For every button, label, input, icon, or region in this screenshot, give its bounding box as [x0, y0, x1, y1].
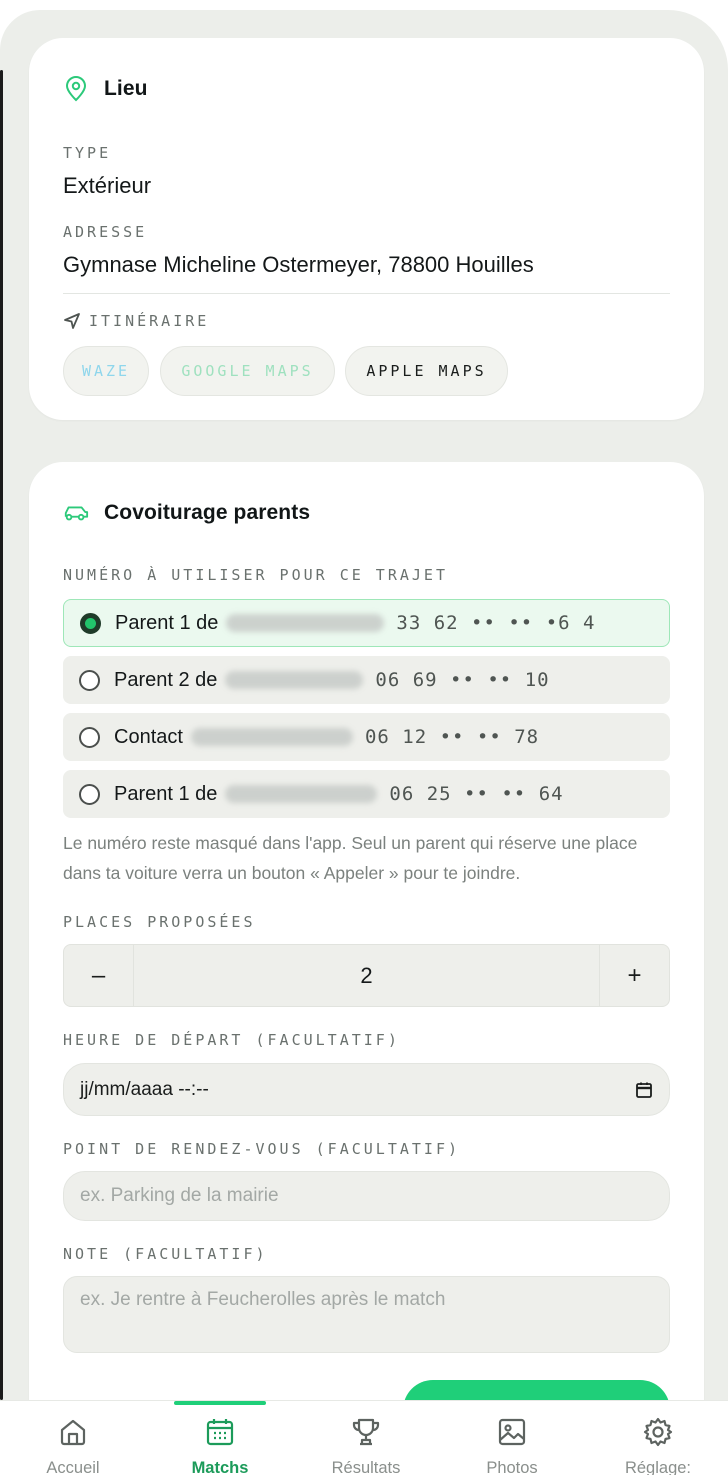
apple-maps-button[interactable]: APPLE MAPS — [345, 346, 508, 396]
lieu-title: Lieu — [104, 77, 148, 100]
contact-option-1[interactable] — [63, 599, 670, 647]
navigation-arrow-icon — [63, 312, 81, 330]
note-label: NOTE (FACULTATIF) — [63, 1245, 268, 1263]
address-value: Gymnase Micheline Ostermeyer, 78800 Houilles — [63, 252, 534, 277]
calendar-icon[interactable] — [635, 1081, 653, 1099]
nav-accueil[interactable] — [13, 1401, 133, 1475]
privacy-help-text: Le numéro reste masqué dans l'app. Seul un parent qui réserve une place dans ta voiture verra un bouton « Appeler » pour te joindre. — [63, 833, 638, 883]
device-edge — [0, 70, 3, 1400]
radio-selected[interactable] — [80, 613, 101, 634]
nav-label: Accueil — [46, 1459, 100, 1475]
lieu-card — [29, 38, 704, 420]
nav-label: Réglage: — [624, 1459, 692, 1475]
lieu-header — [63, 76, 148, 102]
option-prefix: Contact — [114, 725, 183, 748]
radio-unselected[interactable] — [79, 727, 100, 748]
nav-label: Résultats — [331, 1459, 401, 1475]
places-label: PLACES PROPOSÉES — [63, 913, 256, 931]
google-maps-button[interactable]: GOOGLE MAPS — [160, 346, 335, 396]
nav-matchs[interactable] — [160, 1401, 280, 1475]
nav-photos[interactable] — [452, 1401, 572, 1475]
radio-unselected[interactable] — [79, 670, 100, 691]
itinerary-label: ITINÉRAIRE — [89, 312, 210, 330]
nav-label: Photos — [486, 1459, 538, 1475]
type-label: TYPE — [63, 144, 112, 162]
contact-option-2[interactable] — [63, 656, 670, 704]
departure-value: jj/mm/aaaa --:-- — [80, 1078, 209, 1100]
car-icon — [63, 500, 89, 526]
note-placeholder: ex. Je rentre à Feucherolles après le match — [80, 1289, 446, 1310]
option-phone: 06 12 •• •• 78 — [364, 726, 540, 748]
location-pin-icon — [63, 76, 89, 102]
home-icon — [56, 1415, 90, 1449]
option-phone: 06 25 •• •• 64 — [389, 783, 564, 805]
covoiturage-header — [63, 500, 310, 526]
nav-resultats[interactable] — [306, 1401, 426, 1475]
covoiturage-card — [29, 462, 704, 1462]
address-label: ADRESSE — [63, 223, 148, 241]
calendar-icon — [203, 1415, 237, 1449]
radio-unselected[interactable] — [79, 784, 100, 805]
departure-label: HEURE DE DÉPART (FACULTATIF) — [63, 1031, 400, 1049]
option-phone: 06 69 •• •• 10 — [375, 669, 550, 691]
meeting-placeholder: ex. Parking de la mairie — [80, 1185, 279, 1206]
places-stepper — [63, 944, 670, 1007]
image-icon — [495, 1415, 529, 1449]
app-screen — [0, 10, 728, 1475]
blurred-name — [226, 614, 384, 632]
contact-option-3[interactable] — [63, 713, 670, 761]
nav-reglages[interactable] — [598, 1401, 718, 1475]
type-value: Extérieur — [63, 173, 152, 198]
bottom-nav — [0, 1400, 728, 1475]
decrement-button[interactable]: – — [64, 945, 134, 1006]
meeting-label: POINT DE RENDEZ-VOUS (FACULTATIF) — [63, 1140, 461, 1158]
nav-label: Matchs — [191, 1459, 249, 1475]
blurred-name — [225, 785, 377, 803]
increment-button[interactable]: + — [599, 945, 669, 1006]
option-phone: 33 62 •• •• •6 4 — [396, 612, 596, 634]
lieu-divider — [63, 293, 670, 294]
places-value[interactable]: 2 — [360, 962, 373, 988]
blurred-name — [225, 671, 363, 689]
number-label: NUMÉRO À UTILISER POUR CE TRAJET — [63, 566, 448, 584]
departure-datetime-input[interactable] — [63, 1063, 670, 1116]
itinerary-heading — [63, 312, 209, 330]
option-prefix: Parent 1 de — [114, 782, 218, 805]
option-prefix: Parent 2 de — [114, 668, 218, 691]
covoiturage-title: Covoiturage parents — [104, 501, 311, 524]
blurred-name — [191, 728, 353, 746]
note-textarea[interactable] — [63, 1276, 670, 1353]
settings-icon — [641, 1415, 675, 1449]
meeting-point-input[interactable] — [63, 1171, 670, 1221]
contact-option-4[interactable] — [63, 770, 670, 818]
trophy-icon — [349, 1415, 383, 1449]
option-prefix: Parent 1 de — [115, 611, 219, 634]
waze-button[interactable]: WAZE — [63, 346, 149, 396]
